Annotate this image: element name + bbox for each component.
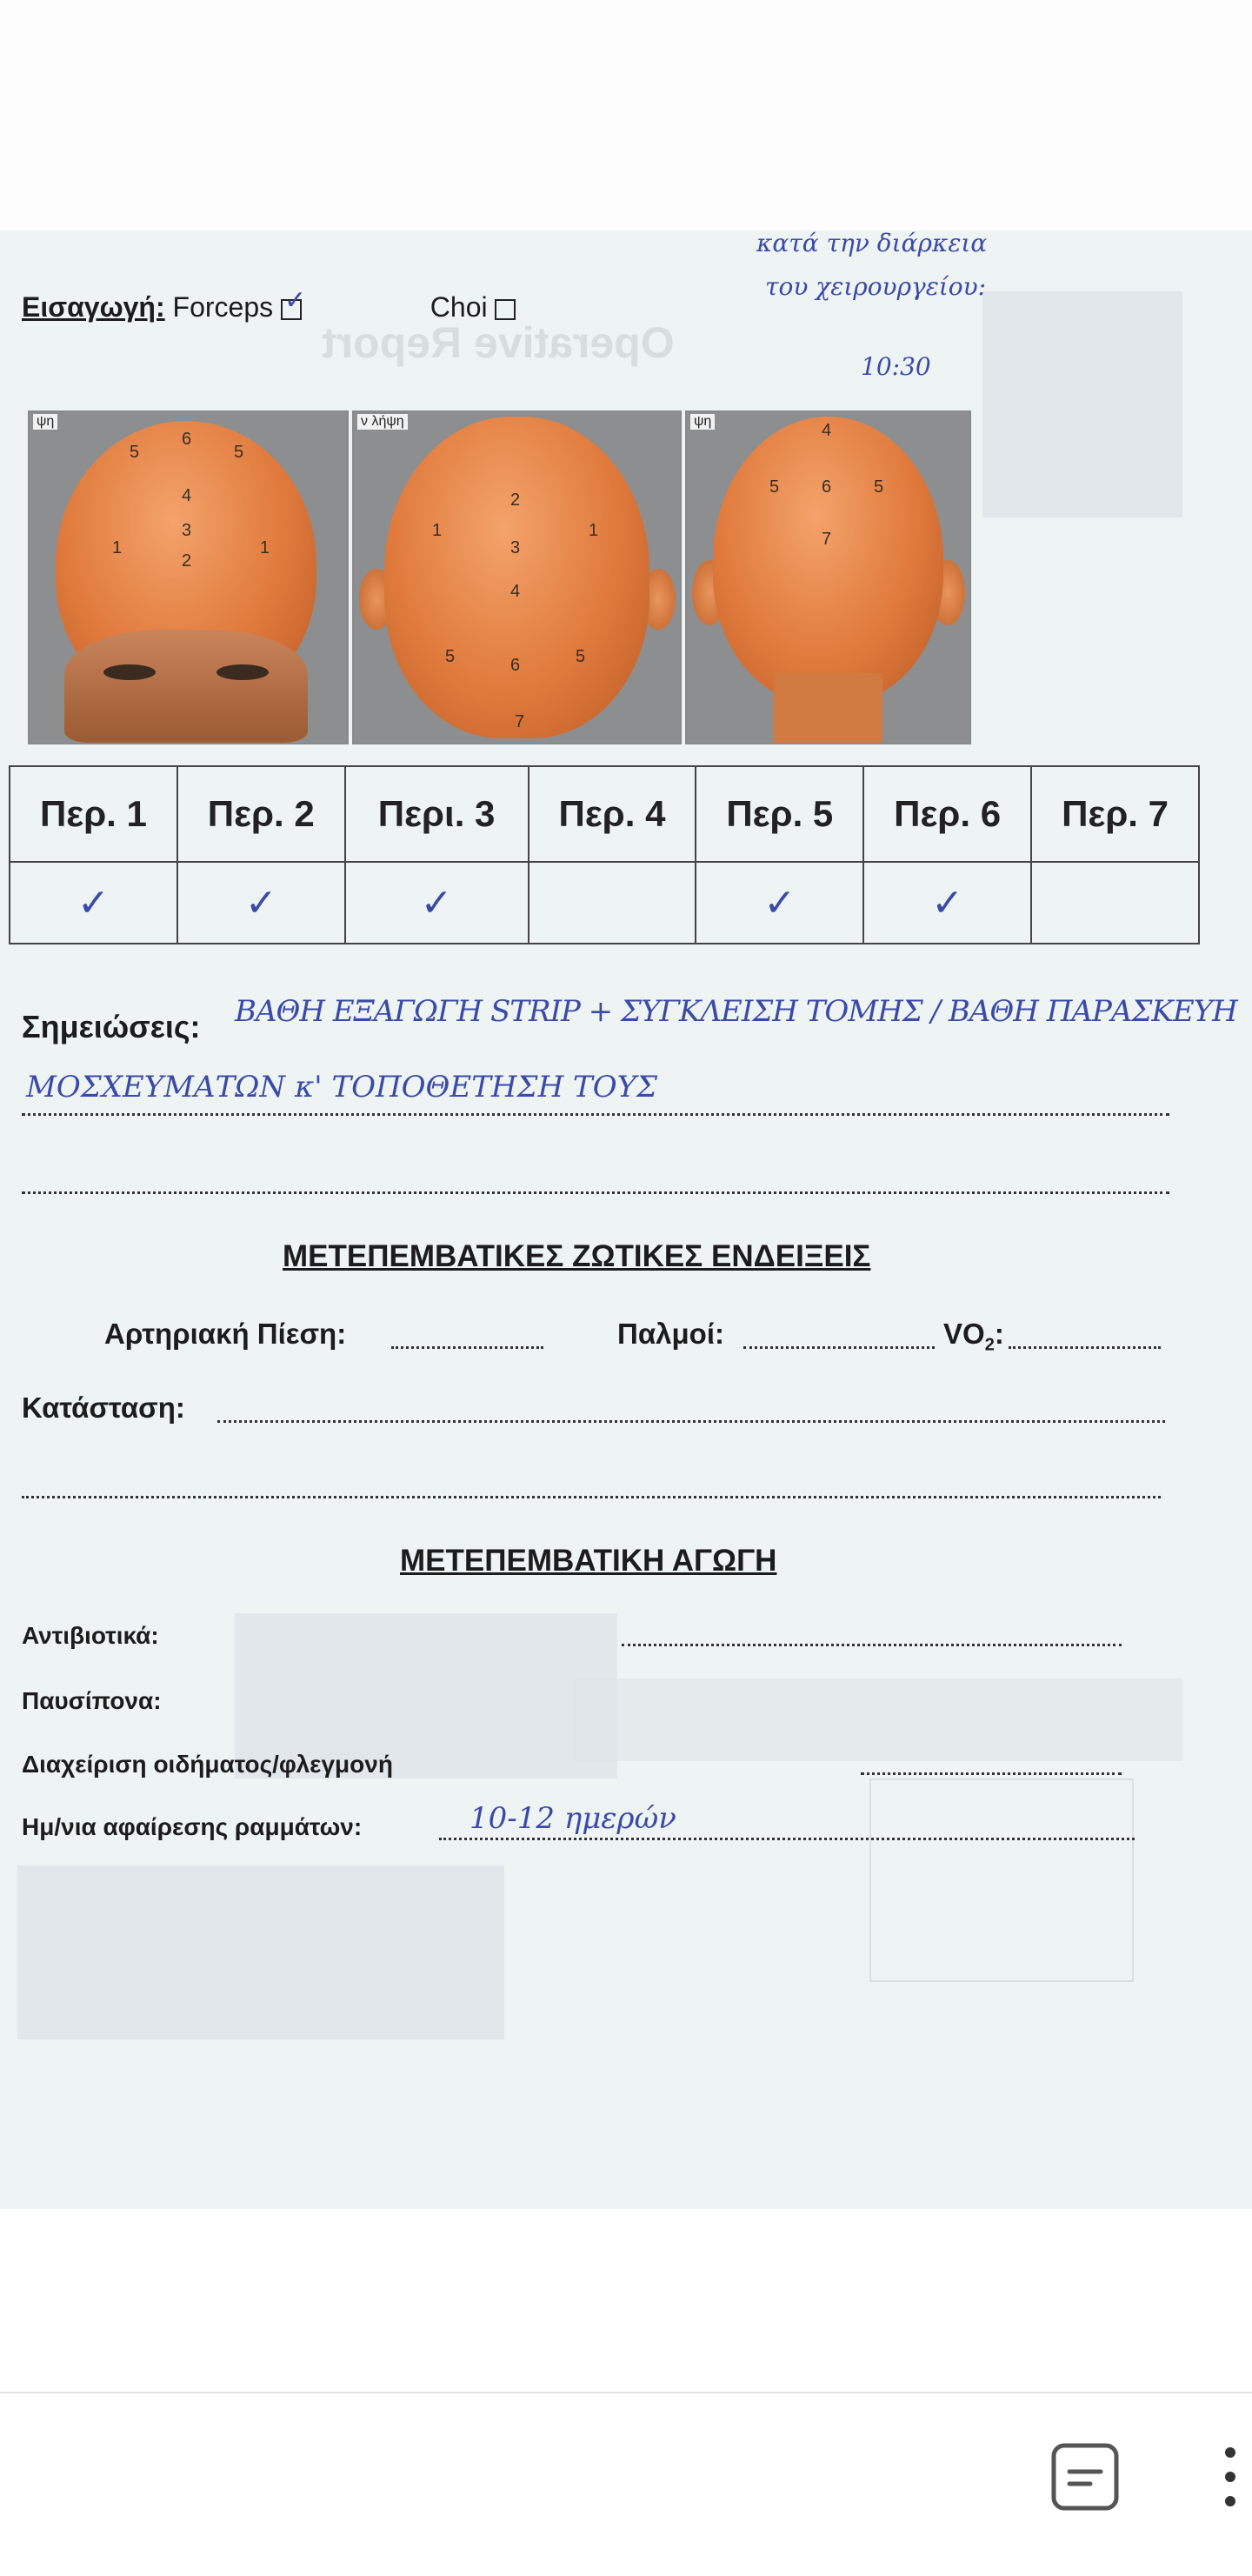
notes-line-1: ΒΑΘΗ ΕΞΑΓΩΓΗ STRIP + ΣΥΓΚΛΕΙΣΗ ΤΟΜΗΣ / ΒΑΘΗ ΠΑΡΑΣΚΕΥΗ: [235, 994, 1237, 1029]
top-blank-area: [0, 0, 1252, 230]
zone-header: Περι. 3: [345, 766, 529, 862]
redacted-bottom: [17, 1865, 504, 2039]
image-corner-label: ψη: [690, 414, 715, 430]
notes-label: Σημειώσεις:: [22, 1009, 201, 1044]
zones-check-row: [10, 862, 1199, 944]
scanned-document: [0, 230, 1252, 2209]
state-label: Κατάσταση:: [22, 1391, 185, 1424]
bottom-action-bar: [0, 2392, 1252, 2576]
redacted-top-right: [982, 291, 1182, 517]
zone-header: Περ. 5: [696, 766, 863, 862]
zones-header-row: [10, 766, 1199, 862]
zone-check: [1031, 862, 1199, 944]
head-image-back: ψη 4 5 6 5 7: [685, 410, 971, 744]
vo2-label: $VO_2$:: [943, 1318, 1004, 1355]
zone-check: ✓: [345, 862, 529, 944]
handwritten-time: 10:30: [861, 352, 931, 381]
zone-header: Περ. 2: [177, 766, 345, 862]
zone-check: ✓: [696, 862, 863, 944]
zone-check: ✓: [177, 862, 345, 944]
pulse-label: Παλμοί:: [617, 1318, 724, 1350]
ghost-table: [869, 1779, 1134, 1982]
handwritten-note-1: κατά την διάρκεια: [756, 230, 988, 257]
notes-icon[interactable]: [1050, 2442, 1120, 2512]
zone-check: ✓: [10, 862, 177, 944]
handwritten-note-2: του χειρουργείου:: [765, 272, 987, 301]
sutures-value: 10-12 ημερών: [470, 1801, 676, 1836]
sutures-label: Ημ/νια αφαίρεσης ραμμάτων:: [22, 1813, 363, 1840]
zones-table: [9, 765, 1200, 944]
forceps-label: Forceps: [172, 291, 274, 323]
image-corner-label: ν λήψη: [357, 414, 408, 430]
bp-label: Αρτηριακή Πίεση:: [104, 1318, 347, 1350]
head-image-front: ψη 5 6 5 4 3 1 2 1: [28, 410, 349, 744]
zone-header: Περ. 4: [529, 766, 696, 862]
forceps-checkbox: ✓: [281, 299, 302, 320]
notes-line-2: ΜΟΣΧΕΥΜΑΤΩΝ κ' ΤΟΠΟΘΕΤΗΣΗ ΤΟΥΣ: [26, 1070, 658, 1104]
head-image-top: ν λήψη 2 1 3 1 4 5 6 5 7: [352, 410, 682, 744]
ghost-title: Operative Report: [322, 318, 675, 367]
image-corner-label: ψη: [33, 414, 57, 430]
zone-check: ✓: [863, 862, 1031, 944]
zone-header: Περ. 1: [10, 766, 177, 862]
care-title: ΜΕΤΕΠΕΜΒΑΤΙΚΗ ΑΓΩΓΗ: [400, 1544, 777, 1578]
more-vert-icon[interactable]: [1217, 2442, 1243, 2512]
vitals-title: ΜΕΤΕΠΕΜΒΑΤΙΚΕΣ ΖΩΤΙΚΕΣ ΕΝΔΕΙΞΕΙΣ: [283, 1239, 871, 1273]
painkillers-label: Παυσίπονα:: [22, 1687, 162, 1714]
choi-label: Choi: [430, 291, 488, 323]
redacted-painkillers: [574, 1678, 1182, 1761]
intro-label: Εισαγωγή:: [22, 291, 165, 323]
antibiotics-label: Αντιβιοτικά:: [22, 1622, 159, 1649]
intro-row: [22, 285, 516, 324]
zone-check: [529, 862, 696, 944]
zone-header: Περ. 7: [1031, 766, 1199, 862]
choi-checkbox: [495, 299, 516, 320]
edema-label: Διαχείριση οιδήματος/φλεγμονή: [22, 1751, 393, 1778]
zone-header: Περ. 6: [863, 766, 1031, 862]
